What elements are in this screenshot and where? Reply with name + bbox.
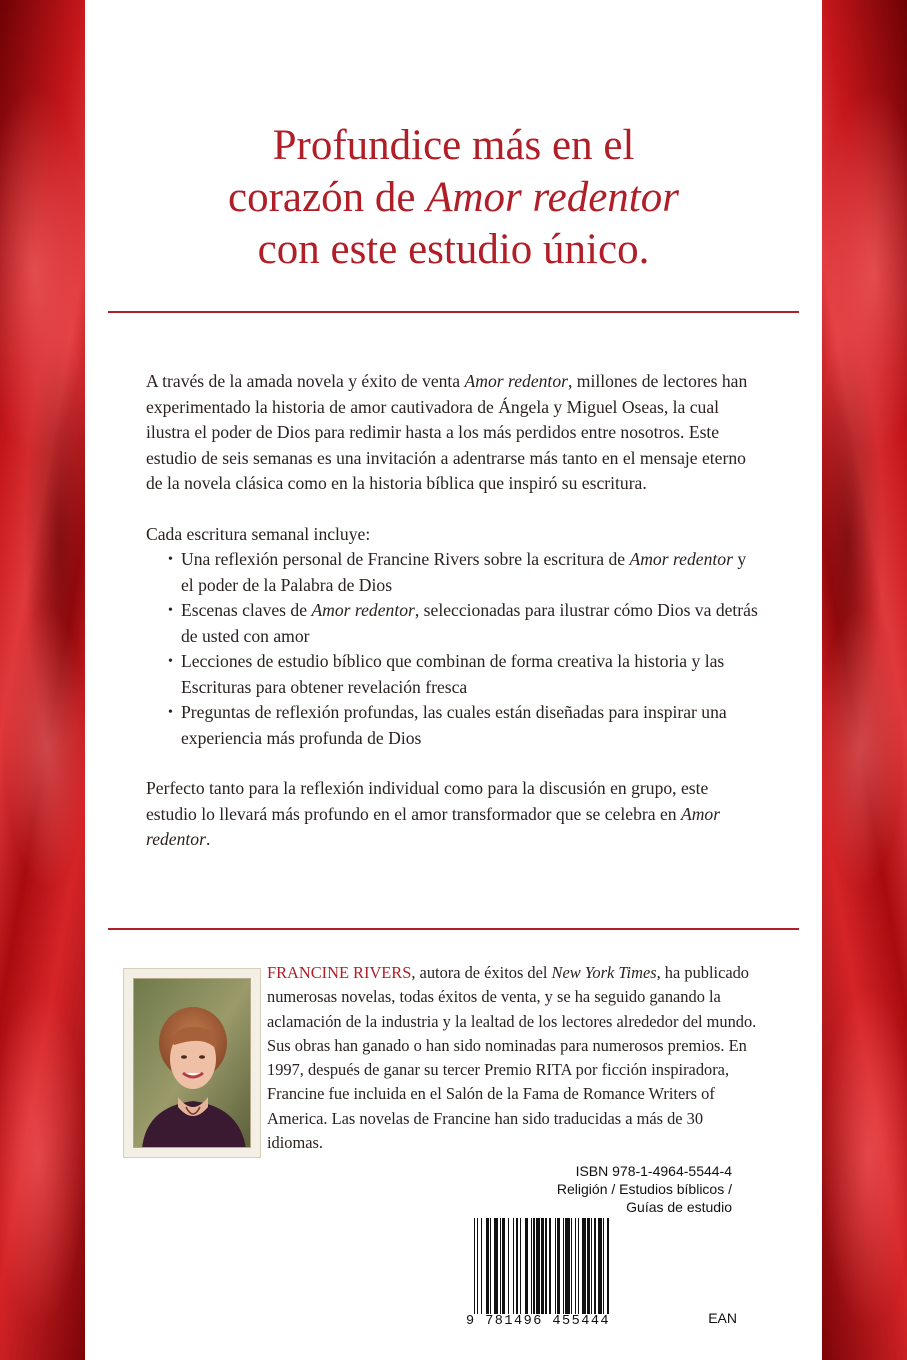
author-photo-frame [123,968,261,1158]
isbn-number: ISBN 978-1-4964-5544-4 [575,1163,732,1179]
isbn-info [512,1162,732,1216]
red-curtain-left [0,0,85,1360]
category-line-1: Religión / Estudios bíblicos / [556,1181,732,1197]
barcode [466,1218,662,1330]
back-cover-panel [85,0,822,1360]
top-divider [108,311,799,313]
bottom-divider [108,928,799,930]
author-name: FRANCINE RIVERS [267,963,412,982]
list-item: • Preguntas de reflexión profundas, las cuales están diseñadas para inspirar una experiencia más profunda de Dios [168,700,762,751]
list-item: • Escenas claves de Amor redentor, seleccionadas para ilustrar cómo Dios va detrás de usted con amor [168,598,762,649]
headline-book-title: Amor redentor [426,174,679,221]
headline-line-2-text: corazón de [228,174,427,221]
description [146,369,762,853]
headline-line-3: con este estudio único. [257,226,650,273]
headline [85,120,822,276]
author-bio: FRANCINE RIVERS, autora de éxitos del New York Times, ha publicado numerosas novelas, todas éxitos de venta, y se ha seguido ganando la aclamación de la industria y la lealtad de los lectores alrededor del mundo. Sus obras han ganado o han sido nominadas para numerosos premios. En 1997, después de ganar su tercer Premio RITA por ficción inspiradora, Francine fue incluida en el Salón de la Fama de Romance Writers of America. Las novelas de Francine han sido traducidas a más de 30 idiomas. [267,963,757,1153]
author-portrait-image [134,979,251,1148]
list-item: • Lecciones de estudio bíblico que combinan de forma creativa la historia y las Escrituras para obtener revelación fresca [168,649,762,700]
list-item: • Una reflexión personal de Francine Rivers sobre la escritura de Amor redentor y el poder de la Palabra de Dios [168,547,762,598]
barcode-digits: 9 781496 455444 [466,1314,611,1329]
headline-line-1: Profundice más en el [272,122,635,169]
category-line-2: Guías de estudio [626,1199,732,1215]
red-curtain-right [822,0,907,1360]
author-photo [133,978,251,1148]
closing-paragraph: Perfecto tanto para la reflexión individual como para la discusión en grupo, este estudio lo llevará más profundo en el amor transformador que se celebra en Amor redentor. [146,778,721,849]
includes-heading: Cada escritura semanal incluye: [146,523,371,544]
barcode-bar [609,1218,610,1314]
includes-list [146,547,762,751]
barcode-bars [474,1218,658,1314]
ean-label: EAN [708,1310,737,1326]
intro-paragraph: A través de la amada novela y éxito de venta Amor redentor, millones de lectores han experimentado la historia de amor cautivadora de Ángela y Miguel Oseas, la cual ilustra el poder de Dios para redimir hasta a los más perdidos entre nosotros. Este estudio de seis semanas es una invitación a adentrarse más tanto en el mensaje eterno de la novela clásica como en la historia bíblica que inspiró su escritura. [146,371,748,493]
headline-line-2 [85,172,822,224]
nyt-title: New York Times [551,963,657,982]
